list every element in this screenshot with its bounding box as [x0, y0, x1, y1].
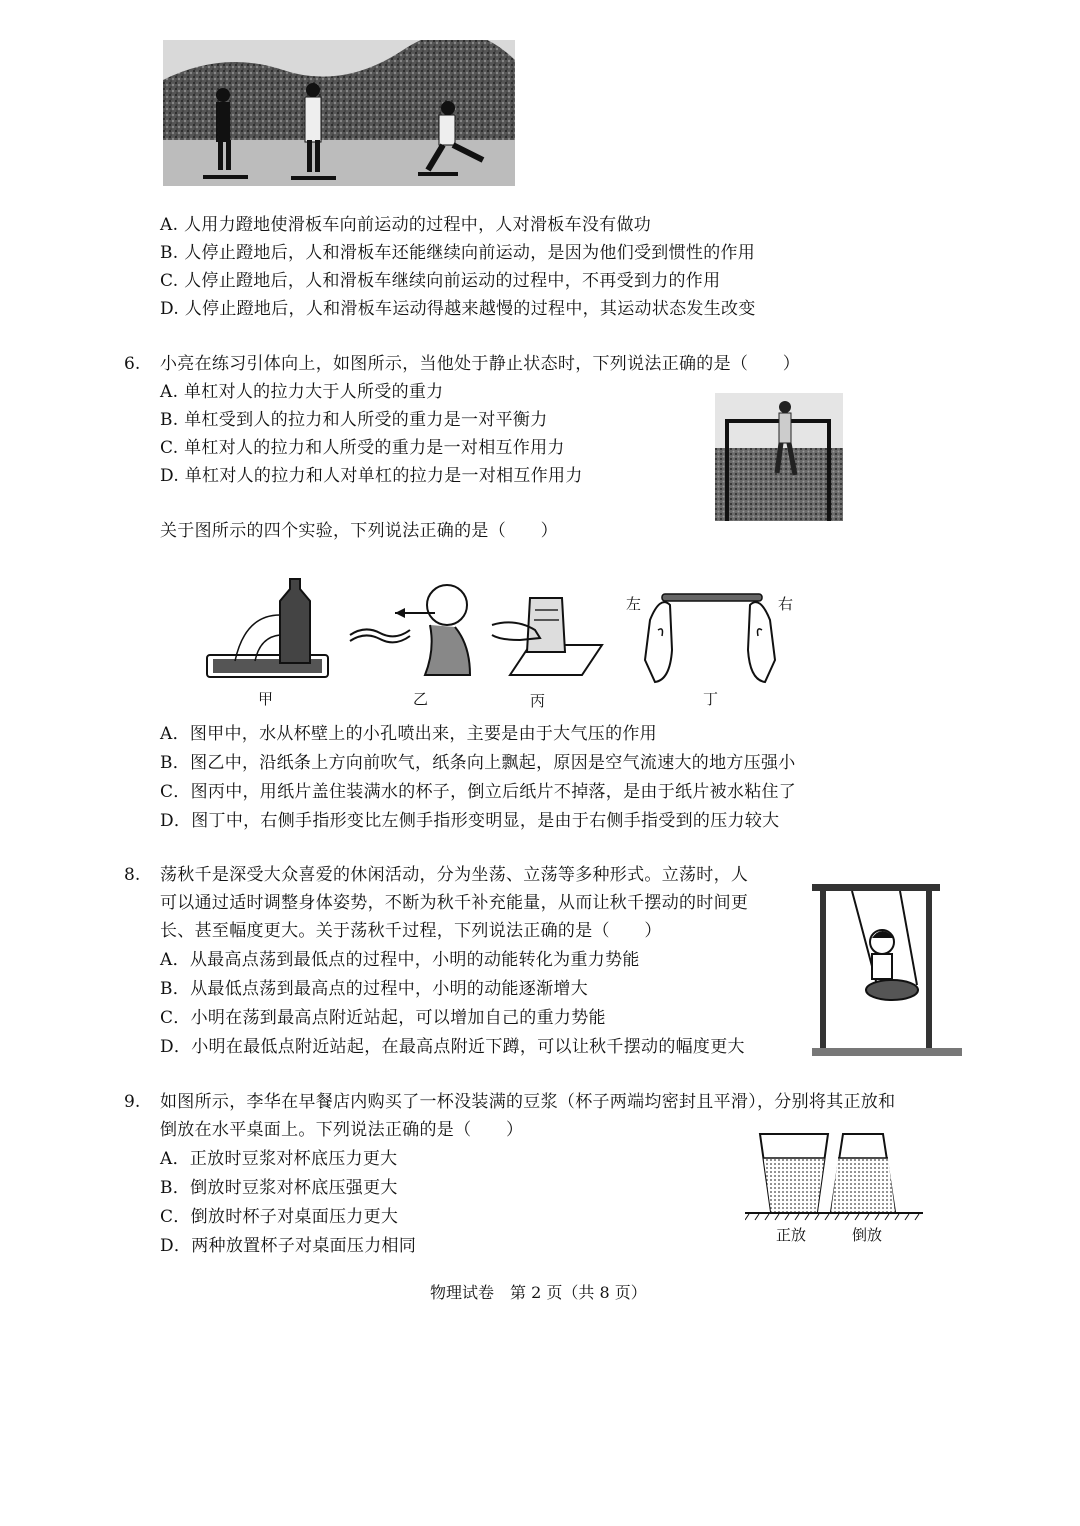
q8-option-b: B．从最低点荡到最高点的过程中，小明的动能逐渐增大 — [160, 979, 588, 999]
q9-stem-line-1: 如图所示，李华在早餐店内购买了一杯没装满的豆浆（杯子两端均密封且平滑），分别将其正放和 — [160, 1092, 896, 1112]
scooter-photo — [163, 40, 515, 186]
q9-option-b: B．倒放时豆浆对杯底压强更大 — [160, 1178, 398, 1198]
caption-ding: 丁 — [703, 690, 719, 708]
swing-figure — [812, 880, 962, 1060]
label-left: 左 — [626, 595, 642, 613]
q6-option-c: C. 单杠对人的拉力和人所受的重力是一对相互作用力 — [160, 438, 565, 458]
q9-option-a: A．正放时豆浆对杯底压力更大 — [160, 1149, 398, 1169]
q8-option-d: D．小明在最低点附近站起，在最高点附近下蹲，可以让秋千摆动的幅度更大 — [160, 1037, 745, 1057]
q8-stem-line-1: 荡秋千是深受大众喜爱的休闲活动，分为坐荡、立荡等多种形式。立荡时，人 — [160, 865, 749, 885]
pullup-photo — [715, 393, 843, 521]
figure-yi — [345, 575, 475, 685]
q7-option-a: A．图甲中，水从杯壁上的小孔喷出来，主要是由于大气压的作用 — [160, 724, 657, 744]
q7-stem: 关于图所示的四个实验，下列说法正确的是（ ） — [160, 521, 558, 541]
q7-option-d: D．图丁中，右侧手指形变比左侧手指形变明显，是由于右侧手指受到的压力较大 — [160, 811, 780, 831]
q9-number: 9. — [124, 1092, 141, 1112]
caption-upright: 正放 — [776, 1226, 807, 1244]
q7-option-c: C．图丙中，用纸片盖住装满水的杯子，倒立后纸片不掉落，是由于纸片被水粘住了 — [160, 782, 797, 802]
q6-number: 6. — [124, 354, 141, 374]
q6-option-a: A. 单杠对人的拉力大于人所受的重力 — [160, 382, 444, 402]
q6-option-b: B. 单杠受到人的拉力和人所受的重力是一对平衡力 — [160, 410, 548, 430]
figure-bing — [490, 590, 605, 685]
q5-option-d: D. 人停止蹬地后，人和滑板车运动得越来越慢的过程中，其运动状态发生改变 — [160, 299, 756, 319]
caption-jia: 甲 — [258, 690, 274, 708]
caption-inverted: 倒放 — [852, 1226, 883, 1244]
q6-stem: 小亮在练习引体向上，如图所示，当他处于静止状态时，下列说法正确的是（ ） — [160, 354, 801, 374]
q5-option-b: B. 人停止蹬地后，人和滑板车还能继续向前运动，是因为他们受到惯性的作用 — [160, 243, 756, 263]
q8-option-c: C．小明在荡到最高点附近站起，可以增加自己的重力势能 — [160, 1008, 606, 1028]
q7-option-b: B．图乙中，沿纸条上方向前吹气，纸条向上飘起，原因是空气流速大的地方压强小 — [160, 753, 796, 773]
q8-stem-line-2: 可以通过适时调整身体姿势，不断为秋千补充能量，从而让秋千摆动的时间更 — [160, 893, 749, 913]
caption-yi: 乙 — [413, 690, 429, 708]
q8-number: 8. — [124, 865, 141, 885]
q9-option-d: D．两种放置杯子对桌面压力相同 — [160, 1236, 417, 1256]
page-footer: 物理试卷 第 2 页（共 8 页） — [430, 1283, 647, 1302]
cups-figure — [745, 1130, 925, 1222]
figure-ding — [640, 590, 780, 685]
label-right: 右 — [778, 595, 794, 613]
q6-option-d: D. 单杠对人的拉力和人对单杠的拉力是一对相互作用力 — [160, 466, 583, 486]
q9-stem-line-2: 倒放在水平桌面上。下列说法正确的是（ ） — [160, 1120, 524, 1140]
q5-option-c: C. 人停止蹬地后，人和滑板车继续向前运动的过程中，不再受到力的作用 — [160, 271, 721, 291]
q8-stem-line-3: 长、甚至幅度更大。关于荡秋千过程，下列说法正确的是（ ） — [160, 921, 662, 941]
figure-jia — [205, 575, 330, 685]
caption-bing: 丙 — [530, 692, 546, 710]
q5-option-a: A. 人用力蹬地使滑板车向前运动的过程中，人对滑板车没有做功 — [160, 215, 652, 235]
q9-option-c: C．倒放时杯子对桌面压力更大 — [160, 1207, 399, 1227]
q8-option-a: A．从最高点荡到最低点的过程中，小明的动能转化为重力势能 — [160, 950, 640, 970]
